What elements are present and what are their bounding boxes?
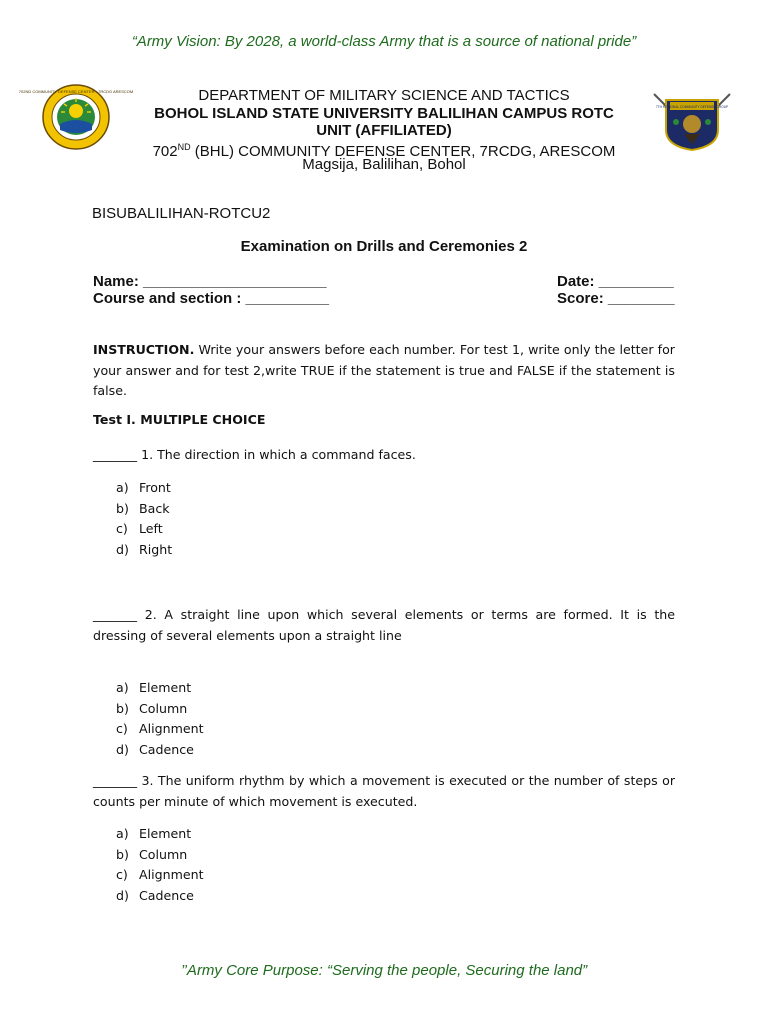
instruction-text: Write your answers before each number. For test 1, write only the letter for your answer and for test 2,write TRUE if the statement is true and FALSE if the statement is false. (93, 342, 675, 398)
option-text: Front (139, 480, 171, 495)
option (116, 540, 172, 561)
question-2: _______ 2. A straight line upon which several elements or terms are formed. It is the dressing of several elements upon a straight line (93, 607, 675, 643)
question-1: _______ 1. The direction in which a command faces. (93, 447, 416, 462)
option-letter: a) (116, 826, 129, 841)
option (116, 519, 172, 540)
left-seal-text: 702ND COMMUNITY DEFENSE CENTER • 7RCDG ARESCOM (18, 89, 134, 94)
option-letter: a) (116, 680, 129, 695)
defense-center-text: (BHL) COMMUNITY DEFENSE CENTER, 7RCDG, ARESCOM (190, 143, 616, 160)
instruction-label: INSTRUCTION. (93, 342, 195, 357)
option-letter: d) (116, 741, 129, 757)
option-letter: c) (116, 867, 128, 882)
option (116, 678, 204, 699)
option-text: Element (139, 680, 192, 695)
score-field: Score: ________ (557, 290, 675, 307)
unit-line: UNIT (AFFILIATED) (316, 122, 452, 139)
address-line: Magsija, Balilihan, Bohol (302, 156, 466, 173)
option-letter: b) (116, 846, 129, 862)
option-letter: b) (116, 700, 129, 716)
option-letter: c) (116, 721, 128, 736)
question-2-options (116, 678, 204, 760)
option-letter: d) (116, 887, 129, 903)
test1-heading: Test I. MULTIPLE CHOICE (93, 412, 266, 427)
university-line: BOHOL ISLAND STATE UNIVERSITY BALILIHAN CAMPUS ROTC (154, 105, 614, 122)
option-text: Element (139, 826, 192, 841)
unit-code: BISUBALILIHAN-ROTCU2 (92, 205, 271, 222)
option (116, 865, 204, 886)
option-text: Right (139, 541, 173, 557)
option (116, 740, 204, 761)
option (116, 845, 204, 866)
right-seal-text: 7TH REGIONAL COMMUNITY DEFENSE GROUP (655, 105, 729, 109)
option-text: Cadence (139, 741, 194, 757)
option-text: Alignment (139, 721, 204, 736)
option-text: Column (139, 700, 188, 716)
option (116, 886, 204, 907)
name-field: Name: ______________________ (93, 273, 327, 290)
option-letter: d) (116, 541, 129, 557)
option-letter: a) (116, 480, 129, 495)
date-field: Date: _________ (557, 273, 674, 290)
option (116, 699, 204, 720)
question-3: _______ 3. The uniform rhythm by which a movement is executed or the number of steps or counts per minute of which movement is executed. (93, 773, 675, 809)
option-text: Left (139, 521, 163, 536)
option-text: Cadence (139, 887, 194, 903)
army-core-purpose-motto: ’’Army Core Purpose: “Serving the people, Securing the land” (180, 962, 588, 979)
question-1-options (116, 478, 172, 560)
option (116, 824, 204, 845)
option-text: Back (139, 500, 170, 516)
option (116, 478, 172, 499)
option-text: Alignment (139, 867, 204, 882)
army-vision-motto: “Army Vision: By 2028, a world-class Army that is a source of national pride” (131, 33, 637, 50)
defense-center-ordinal: ND (177, 142, 191, 152)
option-letter: b) (116, 500, 129, 516)
defense-center-number: 702 (152, 143, 178, 160)
course-section-field: Course and section : __________ (93, 290, 329, 307)
instruction-paragraph (93, 340, 675, 402)
department-line: DEPARTMENT OF MILITARY SCIENCE AND TACTICS (198, 87, 570, 104)
exam-title: Examination on Drills and Ceremonies 2 (240, 238, 528, 255)
option (116, 499, 172, 520)
option (116, 719, 204, 740)
question-3-options (116, 824, 204, 906)
option-text: Column (139, 846, 188, 862)
option-letter: c) (116, 521, 128, 536)
